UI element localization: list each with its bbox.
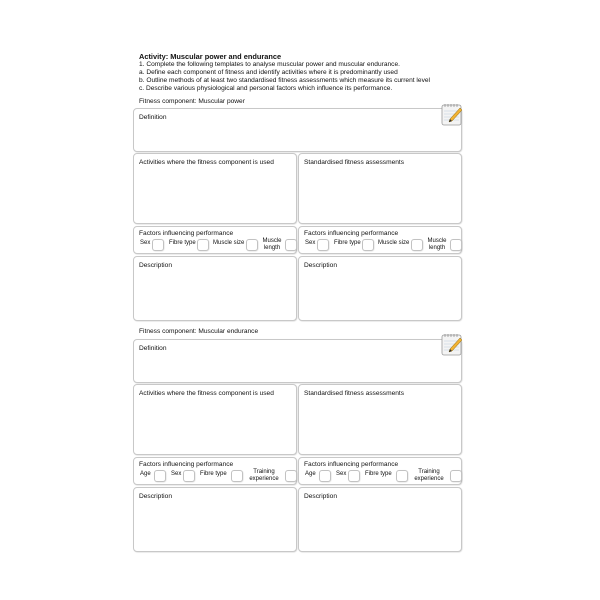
- description-label: Description: [304, 262, 337, 269]
- instruction-a: a. Define each component of fitness and identify activities where it is predominantly used: [139, 69, 398, 76]
- factor-label: Muscle length: [262, 238, 282, 251]
- assessments-box-endurance[interactable]: [298, 384, 462, 455]
- description-box-power-right[interactable]: [298, 256, 462, 321]
- factors-box-power-right: [298, 226, 462, 254]
- activities-label: Activities where the fitness component is used: [139, 159, 274, 166]
- factor-checkbox[interactable]: [183, 470, 195, 482]
- activities-label: Activities where the fitness component is used: [139, 390, 274, 397]
- factors-box-endurance-right: [298, 457, 462, 485]
- factor-options: [139, 238, 293, 254]
- factor-label: Sex: [336, 471, 347, 477]
- factor-checkbox[interactable]: [319, 470, 331, 482]
- factors-box-power-left: [133, 226, 297, 254]
- definition-box-endurance[interactable]: [133, 339, 462, 383]
- factor-label: Muscle length: [427, 238, 447, 251]
- factor-options: [304, 469, 458, 485]
- description-label: Description: [139, 262, 172, 269]
- instruction-b: b. Outline methods of at least two standardised fitness assessments which measure its current level: [139, 77, 430, 84]
- factors-label: Factors influencing performance: [139, 461, 234, 468]
- factor-checkbox[interactable]: [197, 239, 209, 251]
- assessments-box-power[interactable]: [298, 153, 462, 224]
- instruction-1: 1. Complete the following templates to analyse muscular power and muscular endurance.: [139, 61, 400, 68]
- factor-checkbox[interactable]: [450, 470, 462, 482]
- factor-checkbox[interactable]: [285, 470, 297, 482]
- description-box-endurance-left[interactable]: [133, 487, 297, 552]
- factor-checkbox[interactable]: [154, 470, 166, 482]
- definition-label: Definition: [139, 345, 167, 352]
- factor-checkbox[interactable]: [285, 239, 297, 251]
- factor-label: Training experience: [249, 469, 279, 482]
- page-title: Activity: Muscular power and endurance: [139, 52, 282, 61]
- description-label: Description: [139, 493, 172, 500]
- factors-label: Factors influencing performance: [139, 230, 234, 237]
- factors-label: Factors influencing performance: [304, 230, 399, 237]
- activities-box-power[interactable]: [133, 153, 297, 224]
- factor-label: Fibre type: [365, 471, 392, 477]
- factor-checkbox[interactable]: [396, 470, 408, 482]
- factor-options: [304, 238, 458, 254]
- factor-label: Training experience: [414, 469, 444, 482]
- activities-box-endurance[interactable]: [133, 384, 297, 455]
- factor-label: Age: [140, 471, 151, 477]
- factor-checkbox[interactable]: [450, 239, 462, 251]
- factor-checkbox[interactable]: [231, 470, 243, 482]
- description-box-power-left[interactable]: [133, 256, 297, 321]
- definition-label: Definition: [139, 114, 167, 121]
- factor-label: Sex: [171, 471, 182, 477]
- notepad-pencil-icon: [440, 332, 464, 356]
- description-label: Description: [304, 493, 337, 500]
- factor-checkbox[interactable]: [246, 239, 258, 251]
- factor-checkbox[interactable]: [317, 239, 329, 251]
- factors-box-endurance-left: [133, 457, 297, 485]
- factors-label: Factors influencing performance: [304, 461, 399, 468]
- assessments-label: Standardised fitness assessments: [304, 159, 405, 166]
- factor-label: Muscle size: [213, 240, 245, 246]
- factor-checkbox[interactable]: [152, 239, 164, 251]
- factor-checkbox[interactable]: [411, 239, 423, 251]
- factor-label: Fibre type: [169, 240, 196, 246]
- factor-label: Sex: [305, 240, 316, 246]
- factor-label: Sex: [140, 240, 151, 246]
- factor-label: Age: [305, 471, 316, 477]
- factor-options: [139, 469, 293, 485]
- assessments-label: Standardised fitness assessments: [304, 390, 405, 397]
- factor-checkbox[interactable]: [362, 239, 374, 251]
- factor-label: Fibre type: [334, 240, 361, 246]
- factor-label: Fibre type: [200, 471, 227, 477]
- factor-label: Muscle size: [378, 240, 410, 246]
- definition-box-power[interactable]: [133, 108, 462, 152]
- section-label-endurance: Fitness component: Muscular endurance: [139, 328, 259, 335]
- notepad-pencil-icon: [440, 102, 464, 126]
- factor-checkbox[interactable]: [348, 470, 360, 482]
- instruction-c: c. Describe various physiological and personal factors which influence its performance.: [139, 85, 393, 92]
- section-label-power: Fitness component: Muscular power: [139, 98, 245, 105]
- description-box-endurance-right[interactable]: [298, 487, 462, 552]
